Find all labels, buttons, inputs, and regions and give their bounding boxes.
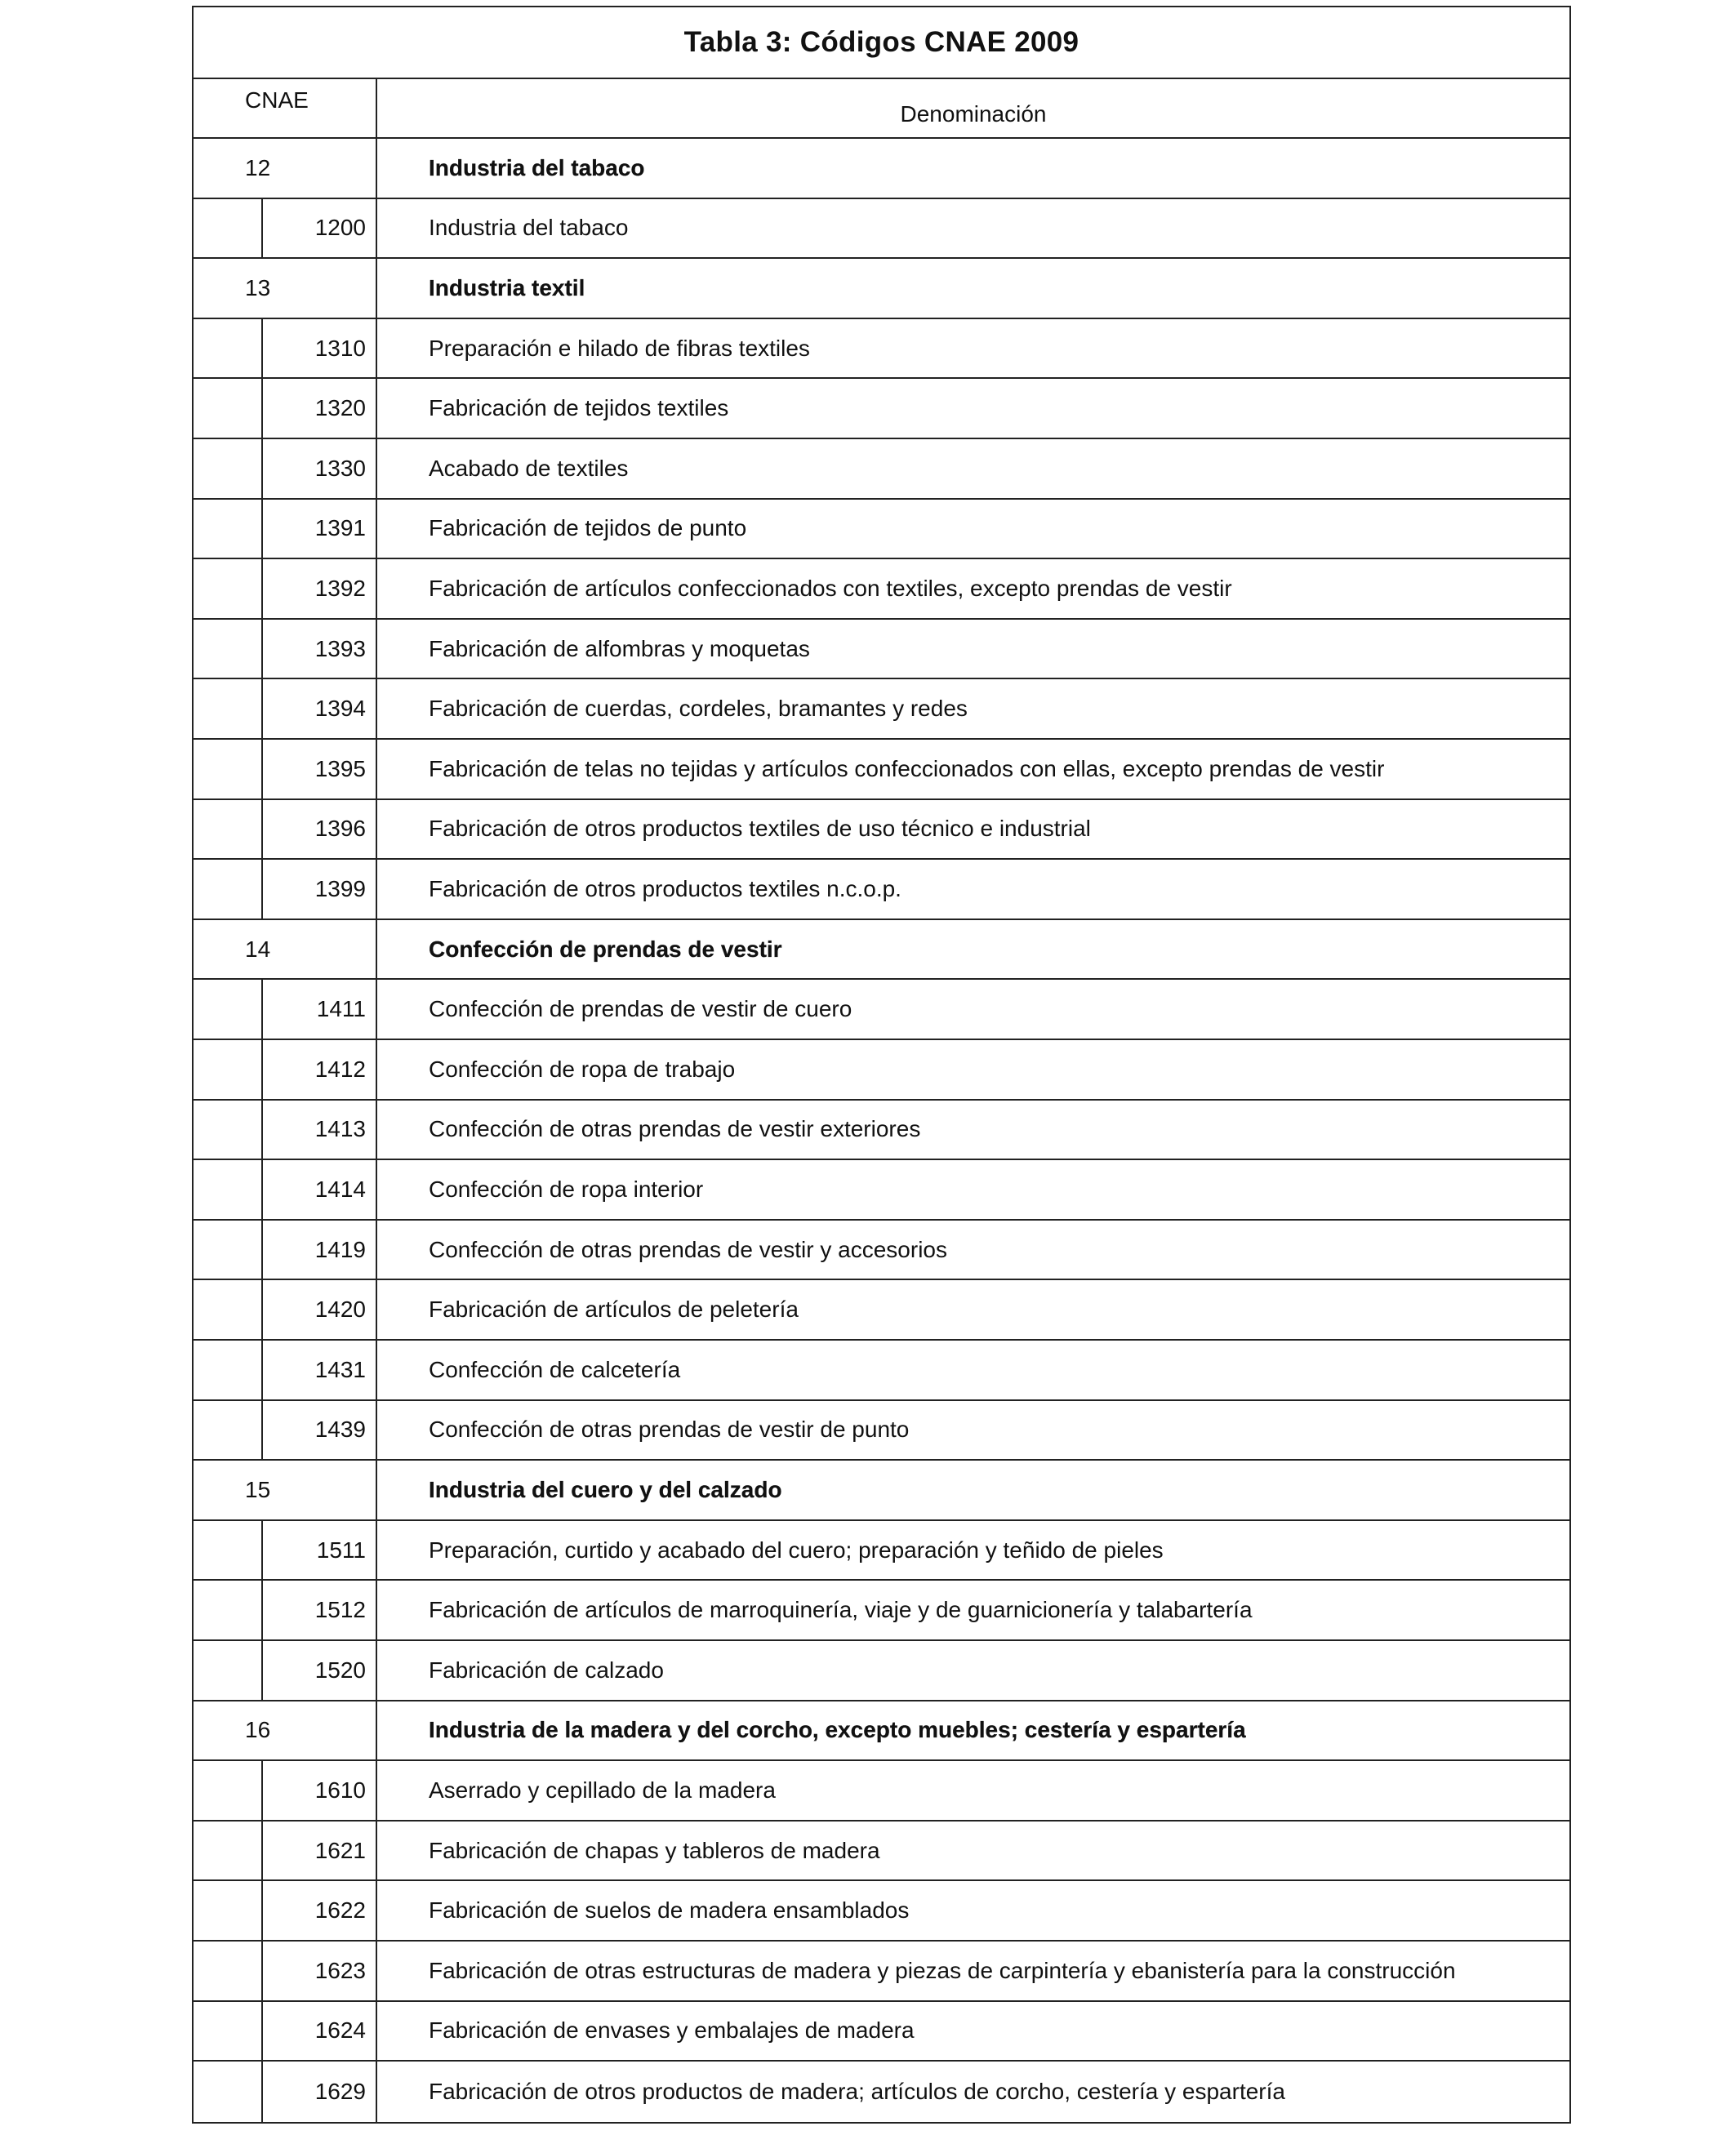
class-description: Industria del tabaco <box>429 215 629 241</box>
group-code: 16 <box>245 1717 271 1743</box>
header-cnae: CNAE <box>245 87 309 113</box>
column-divider <box>376 1701 377 1760</box>
column-divider <box>376 439 377 498</box>
class-code: 1392 <box>314 575 366 601</box>
column-divider <box>376 1881 377 1940</box>
class-description: Confección de calcetería <box>429 1356 681 1382</box>
table-row <box>194 1641 1569 1701</box>
table-row <box>194 1521 1569 1581</box>
class-code: 1413 <box>314 1116 366 1142</box>
table-header-row <box>194 79 1569 139</box>
column-divider <box>376 319 377 378</box>
column-divider <box>376 679 377 738</box>
class-code: 1520 <box>314 1657 366 1683</box>
group-description: Industria del cuero y del calzado <box>429 1476 782 1502</box>
table-row <box>194 1822 1569 1882</box>
column-divider <box>376 1521 377 1580</box>
table-row <box>194 1761 1569 1822</box>
class-description: Aserrado y cepillado de la madera <box>429 1777 776 1803</box>
table-row <box>194 319 1569 380</box>
class-description: Fabricación de suelos de madera ensamblados <box>429 1897 910 1924</box>
class-code: 1511 <box>316 1537 366 1563</box>
table-row-group <box>194 139 1569 199</box>
table-row <box>194 439 1569 500</box>
class-code: 1512 <box>314 1597 366 1623</box>
column-divider <box>376 920 377 979</box>
class-description: Confección de ropa de trabajo <box>429 1056 736 1082</box>
class-code: 1320 <box>314 395 366 421</box>
cnae-codes-table <box>192 6 1571 2124</box>
column-divider <box>376 2002 377 2061</box>
column-divider <box>376 740 377 798</box>
table-row-group <box>194 259 1569 319</box>
class-description: Fabricación de envases y embalajes de madera <box>429 2017 915 2044</box>
table-title-row <box>194 7 1569 79</box>
table-row <box>194 1881 1569 1942</box>
table-row <box>194 1942 1569 2002</box>
class-description: Fabricación de cuerdas, cordeles, bramantes y redes <box>429 696 968 722</box>
column-divider <box>376 2062 377 2122</box>
table-row <box>194 1581 1569 1641</box>
table-row-group <box>194 920 1569 981</box>
column-divider <box>376 860 377 919</box>
column-divider <box>376 1942 377 2000</box>
class-description: Confección de otras prendas de vestir y accesorios <box>429 1236 947 1262</box>
class-code: 1394 <box>314 696 366 722</box>
table-row-group <box>194 1461 1569 1521</box>
class-description: Fabricación de artículos de marroquinería, viaje y de guarnicionería y talabartería <box>429 1597 1253 1623</box>
class-code: 1414 <box>314 1176 366 1202</box>
column-divider <box>376 620 377 678</box>
header-denominacion: Denominación <box>900 100 1047 127</box>
class-description: Fabricación de telas no tejidas y artículos confeccionados con ellas, excepto prendas de vestir <box>429 755 1385 781</box>
class-code: 1419 <box>314 1236 366 1262</box>
class-code: 1621 <box>314 1837 366 1863</box>
group-description: Industria del tabaco <box>429 154 645 180</box>
column-divider <box>376 1341 377 1399</box>
table-row <box>194 860 1569 920</box>
class-code: 1393 <box>314 635 366 661</box>
class-code: 1310 <box>314 335 366 361</box>
table-title: Tabla 3: Códigos CNAE 2009 <box>683 26 1079 58</box>
column-divider <box>376 1822 377 1880</box>
column-divider <box>376 1761 377 1820</box>
table-row <box>194 740 1569 800</box>
class-description: Preparación, curtido y acabado del cuero; preparación y teñido de pieles <box>429 1537 1164 1563</box>
table-row <box>194 980 1569 1040</box>
class-code: 1411 <box>316 996 366 1022</box>
column-divider <box>376 559 377 618</box>
class-description: Confección de ropa interior <box>429 1176 704 1202</box>
table-row <box>194 620 1569 680</box>
group-description: Industria de la madera y del corcho, excepto muebles; cestería y espartería <box>429 1717 1246 1743</box>
group-code: 15 <box>245 1476 271 1502</box>
group-code: 12 <box>245 154 271 180</box>
group-description: Confección de prendas de vestir <box>429 936 782 962</box>
column-divider <box>376 139 377 198</box>
table-row <box>194 800 1569 861</box>
column-divider <box>376 1160 377 1219</box>
class-code: 1622 <box>314 1897 366 1924</box>
class-description: Fabricación de chapas y tableros de madera <box>429 1837 880 1863</box>
group-code: 14 <box>245 936 271 962</box>
class-description: Confección de otras prendas de vestir exteriores <box>429 1116 921 1142</box>
group-description: Industria textil <box>429 274 585 300</box>
class-code: 1399 <box>314 875 366 901</box>
table-row <box>194 1341 1569 1401</box>
table-row-group <box>194 1701 1569 1762</box>
class-description: Fabricación de otros productos de madera; artículos de corcho, cestería y espartería <box>429 2078 1285 2104</box>
table-row <box>194 1160 1569 1221</box>
class-description: Acabado de textiles <box>429 455 629 481</box>
table-row <box>194 2062 1569 2122</box>
column-divider <box>376 1040 377 1099</box>
class-code: 1624 <box>314 2017 366 2044</box>
column-divider <box>376 1581 377 1639</box>
class-description: Confección de otras prendas de vestir de punto <box>429 1417 910 1443</box>
class-code: 1391 <box>314 515 366 541</box>
table-row <box>194 1221 1569 1281</box>
class-code: 1412 <box>314 1056 366 1082</box>
column-divider <box>376 1101 377 1159</box>
table-row <box>194 559 1569 620</box>
class-code: 1623 <box>314 1957 366 1983</box>
class-code: 1395 <box>314 755 366 781</box>
class-description: Fabricación de artículos confeccionados con textiles, excepto prendas de vestir <box>429 575 1232 601</box>
column-divider <box>376 1401 377 1460</box>
class-description: Fabricación de otras estructuras de madera y piezas de carpintería y ebanistería para la construcción <box>429 1957 1456 1983</box>
class-code: 1420 <box>314 1297 366 1323</box>
class-code: 1431 <box>314 1356 366 1382</box>
class-description: Confección de prendas de vestir de cuero <box>429 996 852 1022</box>
column-divider <box>376 1641 377 1700</box>
column-divider <box>376 1461 377 1519</box>
table-row <box>194 2002 1569 2062</box>
group-code: 13 <box>245 274 271 300</box>
class-description: Preparación e hilado de fibras textiles <box>429 335 810 361</box>
class-description: Fabricación de calzado <box>429 1657 664 1683</box>
column-divider <box>376 1221 377 1279</box>
column-divider <box>376 259 377 318</box>
class-description: Fabricación de tejidos de punto <box>429 515 747 541</box>
class-code: 1439 <box>314 1417 366 1443</box>
column-divider <box>376 800 377 859</box>
class-description: Fabricación de otros productos textiles de uso técnico e industrial <box>429 816 1091 842</box>
column-divider <box>376 1280 377 1339</box>
table-row <box>194 1040 1569 1101</box>
class-description: Fabricación de otros productos textiles n.c.o.p. <box>429 875 901 901</box>
class-description: Fabricación de alfombras y moquetas <box>429 635 810 661</box>
table-row <box>194 379 1569 439</box>
column-divider <box>376 980 377 1039</box>
column-divider <box>376 379 377 438</box>
column-divider <box>376 500 377 558</box>
table-row <box>194 1101 1569 1161</box>
class-description: Fabricación de artículos de peletería <box>429 1297 799 1323</box>
class-code: 1396 <box>314 816 366 842</box>
table-row <box>194 679 1569 740</box>
class-description: Fabricación de tejidos textiles <box>429 395 729 421</box>
class-code: 1330 <box>314 455 366 481</box>
class-code: 1629 <box>314 2078 366 2104</box>
column-divider <box>376 199 377 258</box>
table-row <box>194 500 1569 560</box>
table-row <box>194 1280 1569 1341</box>
table-row <box>194 199 1569 260</box>
class-code: 1200 <box>314 215 366 241</box>
table-row <box>194 1401 1569 1461</box>
class-code: 1610 <box>314 1777 366 1803</box>
